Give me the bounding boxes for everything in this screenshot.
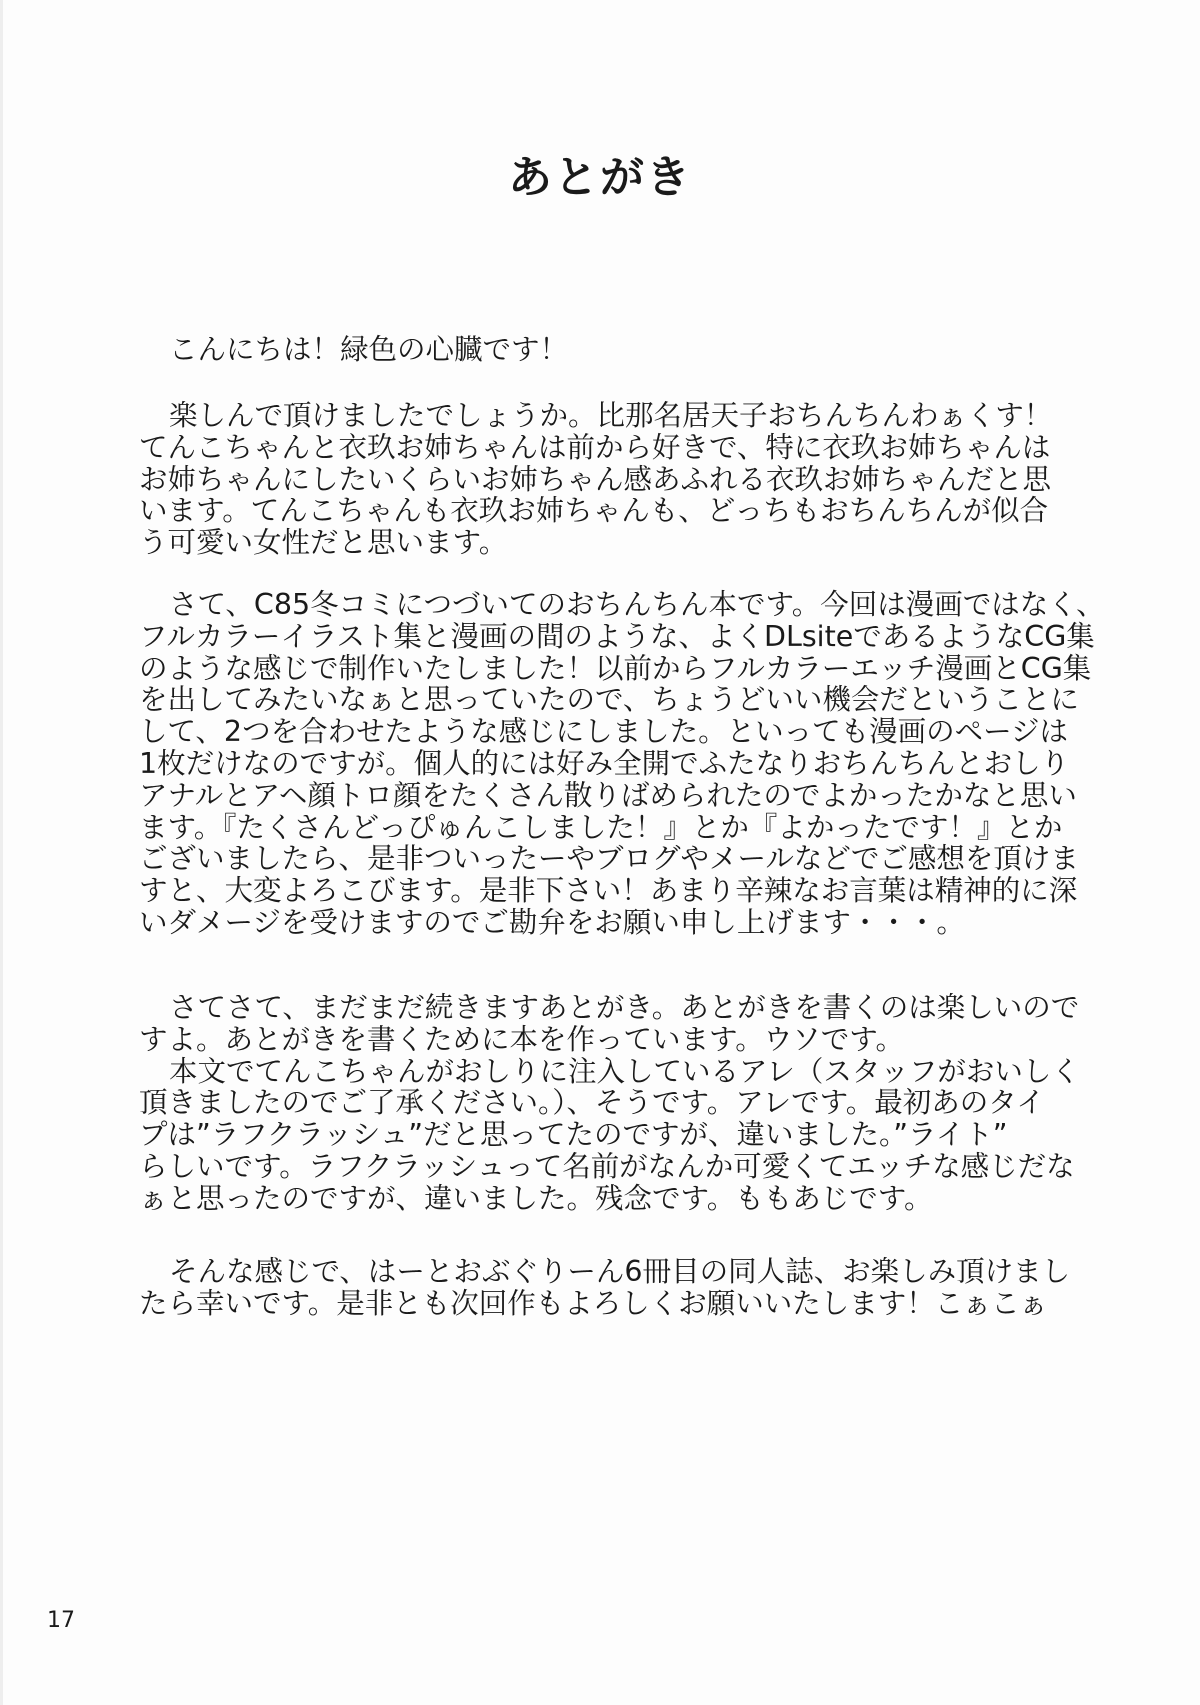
text-line: ます。『たくさんどっぴゅんこしました！』とか『よかったです！』とか (139, 810, 1063, 844)
text-line: さて、C85冬コミにつづいてのおちんちん本です。今回は漫画ではなく、 (169, 588, 1105, 621)
text-line: を出してみたいなぁと思っていたので、ちょうどいい機会だということに (139, 683, 1079, 717)
text-line: います。てんこちゃんも衣玖お姉ちゃんも、どっちもおちんちんが似合 (139, 494, 1049, 528)
text-line: すと、大変よろこびます。是非下さい！あまり辛辣なお言葉は精神的に深 (139, 874, 1078, 908)
text-line: して、2つを合わせたような感じにしました。といっても漫画のページは (139, 715, 1068, 749)
page-title: あとがき (508, 152, 692, 204)
text-line: すよ。あとがきを書くために本を作っています。ウソです。 (139, 1022, 904, 1056)
paragraph (139, 1256, 1079, 1320)
text-line: てんこちゃんと衣玖お姉ちゃんは前から好きで、特に衣玖お姉ちゃんは (139, 430, 1051, 464)
paragraph (139, 992, 1079, 1215)
text-line: プは”ラフクラッシュ”だと思ってたのですが、違いました。”ライト” (139, 1118, 1008, 1152)
paragraph (139, 334, 1079, 366)
text-line: そんな感じで、はーとおぶぐりーん6冊目の同人誌、お楽しみ頂けまし (169, 1255, 1071, 1288)
text-line: フルカラーイラスト集と漫画の間のような、よくDLsiteであるようなCG集 (139, 619, 1095, 653)
text-line: のような感じで制作いたしました！以前からフルカラーエッチ漫画とCG集 (139, 651, 1092, 685)
text-line: たら幸いです。是非とも次回作もよろしくお願いいたします！こぁこぁ (139, 1286, 1048, 1320)
text-line: ぁと思ったのですが、違いました。残念です。ももあじです。 (139, 1181, 933, 1215)
paragraph (139, 588, 1105, 939)
text-line: 楽しんで頂けましたでしょうか。比那名居天子おちんちんわぁくす！ (169, 399, 1053, 432)
text-line: アナルとアヘ顔トロ顔をたくさん散りばめられたのでよかったかなと思い (139, 778, 1077, 812)
text-line: 本文でてんこちゃんがおしりに注入しているアレ（スタッフがおいしく (169, 1054, 1080, 1088)
text-line: う可愛い女性だと思います。 (139, 526, 508, 560)
text-line: 頂きましたのでご了承ください。）、そうです。アレです。最初あのタイ (139, 1086, 1045, 1120)
page-number: 17 (47, 1608, 75, 1633)
text-line: お姉ちゃんにしたいくらいお姉ちゃん感あふれる衣玖お姉ちゃんだと思 (139, 462, 1052, 496)
text-line: ございましたら、是非ついったーやブログやメールなどでご感想を頂けま (139, 842, 1079, 876)
text-line: らしいです。ラフクラッシュって名前がなんか可愛くてエッチな感じだな (139, 1149, 1075, 1183)
text-line: こんにちは！緑色の心臓です！ (169, 333, 569, 366)
text-line: 1枚だけなのですが。個人的には好み全開でふたなりおちんちんとおしり (139, 746, 1070, 780)
text-line: いダメージを受けますのでご勘弁をお願い申し上げます・・・。 (139, 905, 965, 939)
paragraph (139, 400, 1079, 559)
scan-edge (0, 0, 3, 1705)
text-line: さてさて、まだまだ続きますあとがき。あとがきを書くのは楽しいので (169, 991, 1080, 1024)
